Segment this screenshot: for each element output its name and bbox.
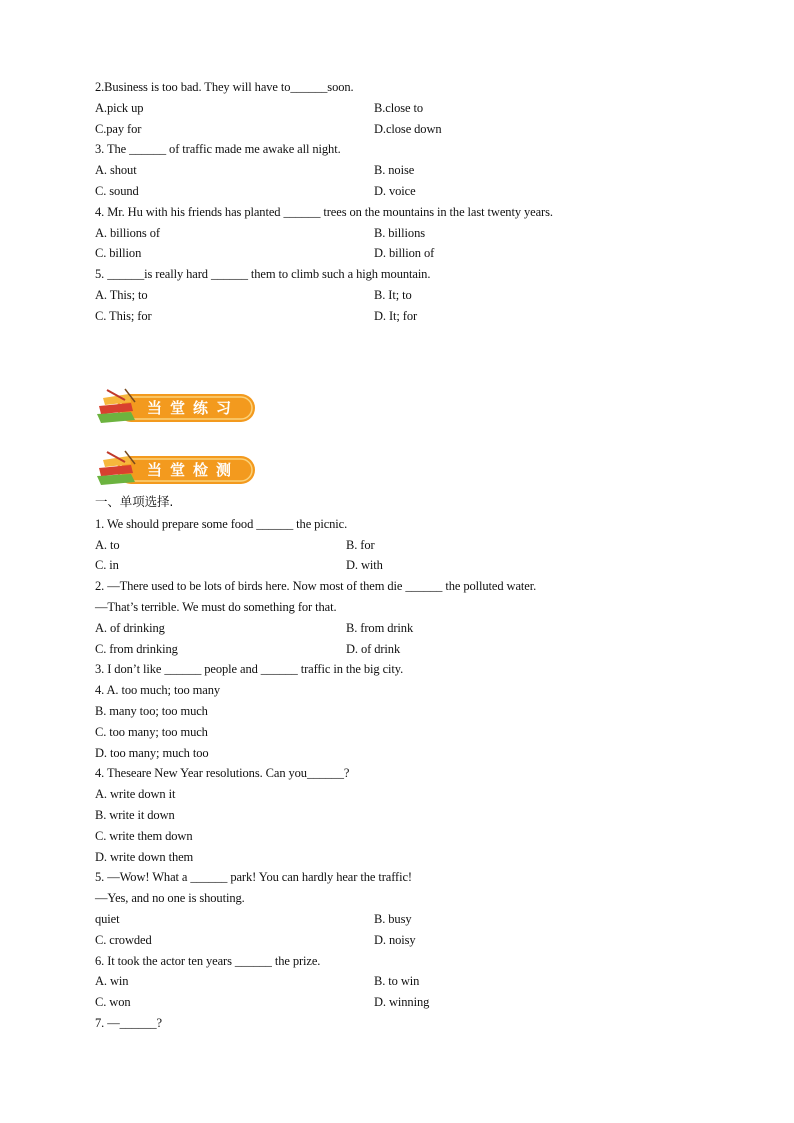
question-6-stem: 6. It took the actor ten years ______ the prize. — [95, 954, 321, 968]
practice-badge-label: 当堂练习 — [147, 399, 240, 417]
question-2-stem: 2.Business is too bad. They will have to______soon. — [95, 80, 354, 94]
question-1-stem: 1. We should prepare some food ______ the picnic. — [95, 517, 348, 531]
option-b: B. for — [346, 538, 375, 552]
option-d: D. with — [346, 558, 383, 572]
option-a: A.pick up — [95, 101, 144, 115]
option-d: D. billion of — [374, 246, 435, 260]
option-d: D. of drink — [346, 642, 401, 656]
option-a: 4. A. too much; too many — [95, 683, 221, 697]
option-c: C. This; for — [95, 309, 152, 323]
option-c: C. crowded — [95, 933, 152, 947]
option-c: C. from drinking — [95, 642, 178, 656]
option-d: D. write down them — [95, 850, 194, 864]
test-badge — [95, 450, 257, 490]
option-d: D. voice — [374, 184, 416, 198]
option-b: B.close to — [374, 101, 423, 115]
option-b: B. from drink — [346, 621, 414, 635]
option-a: A. billions of — [95, 226, 160, 240]
option-b: B. busy — [374, 912, 412, 926]
option-b: B. write it down — [95, 808, 175, 822]
question-2-stem: 2. —There used to be lots of birds here. Now most of them die ______ the polluted water. — [95, 579, 537, 593]
practice-badge — [95, 388, 257, 428]
option-a: A. win — [95, 974, 129, 988]
option-d: D. It; for — [374, 309, 418, 323]
question-5-reply: —Yes, and no one is shouting. — [95, 891, 245, 905]
question-5-stem: 5. —Wow! What a ______ park! You can hardly hear the traffic! — [95, 870, 412, 884]
option-c: C. write them down — [95, 829, 193, 843]
section-heading: 一、单项选择. — [95, 494, 174, 509]
question-4-stem: 4. Mr. Hu with his friends has planted ______ trees on the mountains in the last twenty years. — [95, 205, 553, 219]
option-a: quiet — [95, 912, 120, 926]
question-4-stem: 4. Theseare New Year resolutions. Can you______? — [95, 766, 350, 780]
option-a: A. of drinking — [95, 621, 165, 635]
option-d: D. winning — [374, 995, 430, 1009]
option-c: C. billion — [95, 246, 142, 260]
option-a: A. This; to — [95, 288, 148, 302]
option-b: B. many too; too much — [95, 704, 208, 718]
option-b: B. noise — [374, 163, 415, 177]
option-c: C. too many; too much — [95, 725, 208, 739]
option-c: C. in — [95, 558, 119, 572]
option-d: D. noisy — [374, 933, 416, 947]
question-3-stem: 3. The ______ of traffic made me awake all night. — [95, 142, 341, 156]
option-c: C. sound — [95, 184, 139, 198]
option-c: C.pay for — [95, 122, 142, 136]
question-2-reply: —That’s terrible. We must do something for that. — [95, 600, 337, 614]
option-b: B. It; to — [374, 288, 412, 302]
option-a: A. to — [95, 538, 120, 552]
option-a: A. write down it — [95, 787, 176, 801]
option-b: B. to win — [374, 974, 420, 988]
question-7-stem: 7. —______? — [95, 1016, 162, 1030]
question-3-stem: 3. I don’t like ______ people and ______ traffic in the big city. — [95, 662, 404, 676]
question-5-stem: 5. ______is really hard ______ them to climb such a high mountain. — [95, 267, 431, 281]
option-d: D.close down — [374, 122, 442, 136]
option-a: A. shout — [95, 163, 137, 177]
option-b: B. billions — [374, 226, 425, 240]
test-badge-label: 当堂检测 — [147, 461, 240, 479]
option-d: D. too many; much too — [95, 746, 209, 760]
option-c: C. won — [95, 995, 131, 1009]
